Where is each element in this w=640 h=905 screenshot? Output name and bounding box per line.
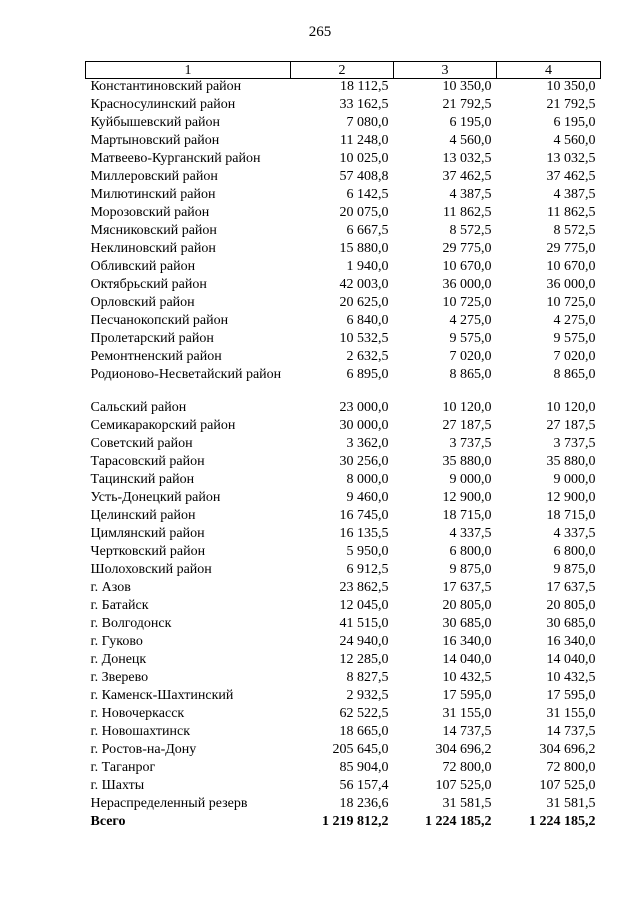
column-2-value: 42 003,0 [339,277,389,292]
column-4-value: 4 275,0 [553,313,596,328]
column-4-value: 16 340,0 [546,634,596,649]
row-name: Тацинский район [90,472,195,487]
column-4-value: 10 350,0 [546,79,596,94]
table-row [86,562,601,580]
row-name: Обливский район [90,259,196,274]
column-2-value: 23 000,0 [339,400,389,415]
header-row [86,62,601,79]
row-name: Куйбышевский район [90,115,221,130]
column-3-value: 21 792,5 [442,97,492,112]
row-name: Песчанокопский район [90,313,229,328]
column-4-value: 8 572,5 [553,223,596,238]
column-4-value: 304 696,2 [539,742,596,757]
column-4-value: 4 560,0 [553,133,596,148]
table-row [86,418,601,436]
column-3-value: 10 120,0 [442,400,492,415]
column-4-value: 14 737,5 [546,724,596,739]
table-row [86,508,601,526]
column-4-value: 11 862,5 [547,205,596,220]
total-column-3-value: 1 224 185,2 [425,814,492,829]
table-row [86,580,601,598]
row-name: г. Ростов-на-Дону [90,742,197,757]
column-3-value: 6 195,0 [449,115,492,130]
column-2-value: 18 665,0 [339,724,389,739]
row-name: г. Волгодонск [90,616,172,631]
column-3-value: 29 775,0 [442,241,492,256]
column-4-value: 37 462,5 [546,169,596,184]
column-3-value: 36 000,0 [442,277,492,292]
column-4-value: 14 040,0 [546,652,596,667]
row-name: Красносулинский район [90,97,236,112]
column-2-value: 24 940,0 [339,634,389,649]
column-2-value: 10 025,0 [339,151,389,166]
row-name: г. Азов [90,580,131,595]
column-header-4: 4 [497,62,601,79]
column-3-value: 9 875,0 [449,562,492,577]
column-4-value: 10 120,0 [546,400,596,415]
column-3-value: 35 880,0 [442,454,492,469]
column-4-value: 4 387,5 [553,187,596,202]
column-3-value: 14 040,0 [442,652,492,667]
column-2-value: 20 625,0 [339,295,389,310]
column-2-value: 23 862,5 [339,580,389,595]
column-4-value: 27 187,5 [546,418,596,433]
table-row [86,670,601,688]
column-2-value: 12 285,0 [339,652,389,667]
table-row [86,616,601,634]
column-2-value: 16 135,5 [339,526,389,541]
column-4-value: 17 595,0 [546,688,596,703]
table-row [86,277,601,295]
column-4-value: 10 725,0 [546,295,596,310]
column-3-value: 31 155,0 [442,706,492,721]
table-row [86,187,601,205]
column-3-value: 304 696,2 [435,742,492,757]
column-3-value: 20 805,0 [442,598,492,613]
row-name: Морозовский район [90,205,210,220]
row-name: Неклиновский район [90,241,216,256]
column-2-value: 11 248,0 [340,133,389,148]
row-name: г. Новочеркасск [90,706,185,721]
table-row [86,454,601,472]
column-3-value: 11 862,5 [443,205,492,220]
row-name: Орловский район [90,295,195,310]
column-4-value: 21 792,5 [546,97,596,112]
column-4-value: 9 875,0 [553,562,596,577]
row-name: Октябрьский район [90,277,207,292]
table-row [86,295,601,313]
column-3-value: 14 737,5 [442,724,492,739]
column-2-value: 15 880,0 [339,241,389,256]
table-row [86,742,601,760]
column-3-value: 12 900,0 [442,490,492,505]
column-2-value: 6 895,0 [346,367,389,382]
table-row [86,97,601,115]
column-2-value: 6 912,5 [346,562,389,577]
row-name: Советский район [90,436,193,451]
row-name: Милютинский район [90,187,216,202]
column-2-value: 3 362,0 [346,436,389,451]
column-3-value: 9 575,0 [449,331,492,346]
row-name: Чертковский район [90,544,206,559]
table-row [86,400,601,418]
table-row [86,544,601,562]
table-row [86,526,601,544]
total-column-2-value: 1 219 812,2 [322,814,389,829]
row-name: Мясниковский район [90,223,217,238]
column-3-value: 13 032,5 [442,151,492,166]
row-name: Пролетарский район [90,331,214,346]
column-3-value: 4 275,0 [449,313,492,328]
row-name: г. Каменск-Шахтинский [90,688,234,703]
row-name: Семикаракорский район [90,418,236,433]
column-4-value: 4 337,5 [553,526,596,541]
column-4-value: 20 805,0 [546,598,596,613]
column-3-value: 10 350,0 [442,79,492,94]
column-2-value: 6 142,5 [346,187,389,202]
row-name: Тарасовский район [90,454,205,469]
column-4-value: 36 000,0 [546,277,596,292]
column-4-value: 31 581,5 [546,796,596,811]
column-3-value: 3 737,5 [449,436,492,451]
table-row [86,778,601,796]
total-column-4-value: 1 224 185,2 [529,814,596,829]
table-row [86,205,601,223]
row-name: Ремонтненский район [90,349,222,364]
column-3-value: 16 340,0 [442,634,492,649]
column-4-value: 8 865,0 [553,367,596,382]
column-4-value: 6 800,0 [553,544,596,559]
column-3-value: 10 725,0 [442,295,492,310]
column-4-value: 13 032,5 [546,151,596,166]
table-row [86,349,601,367]
column-3-value: 8 865,0 [449,367,492,382]
column-2-value: 7 080,0 [346,115,389,130]
column-4-value: 72 800,0 [546,760,596,775]
table-row [86,688,601,706]
column-2-value: 205 645,0 [332,742,389,757]
column-3-value: 72 800,0 [442,760,492,775]
column-4-value: 3 737,5 [553,436,596,451]
table-row [86,331,601,349]
column-2-value: 41 515,0 [339,616,389,631]
column-4-value: 35 880,0 [546,454,596,469]
column-4-value: 18 715,0 [546,508,596,523]
column-2-value: 12 045,0 [339,598,389,613]
column-2-value: 18 112,5 [340,79,389,94]
column-4-value: 29 775,0 [546,241,596,256]
row-name: г. Шахты [90,778,145,793]
column-3-value: 4 387,5 [449,187,492,202]
column-3-value: 4 560,0 [449,133,492,148]
table-row [86,436,601,454]
column-3-value: 10 432,5 [442,670,492,685]
row-name: Матвеево-Курганский район [90,151,261,166]
column-2-value: 62 522,5 [339,706,389,721]
column-4-value: 107 525,0 [539,778,596,793]
column-2-value: 1 940,0 [346,259,389,274]
column-2-value: 20 075,0 [339,205,389,220]
column-3-value: 10 670,0 [442,259,492,274]
row-name: Родионово-Несветайский район [90,367,282,382]
table-row [86,115,601,133]
column-3-value: 8 572,5 [449,223,492,238]
column-3-value: 6 800,0 [449,544,492,559]
column-3-value: 31 581,5 [442,796,492,811]
table-row [86,724,601,742]
table-row [86,472,601,490]
row-name: Мартыновский район [90,133,220,148]
column-4-value: 10 670,0 [546,259,596,274]
column-2-value: 85 904,0 [339,760,389,775]
column-4-value: 9 575,0 [553,331,596,346]
table-row [86,706,601,724]
table-row [86,796,601,814]
table-row [86,169,601,187]
row-name: Миллеровский район [90,169,218,184]
row-name: г. Новошахтинск [90,724,191,739]
column-4-value: 31 155,0 [546,706,596,721]
column-4-value: 30 685,0 [546,616,596,631]
table-header [86,62,601,79]
column-2-value: 18 236,6 [339,796,389,811]
row-name: г. Донецк [90,652,147,667]
column-2-value: 16 745,0 [339,508,389,523]
page-number: 265 [308,24,332,40]
column-3-value: 9 000,0 [449,472,492,487]
column-3-value: 7 020,0 [449,349,492,364]
table-row [86,490,601,508]
total-row-name: Всего [90,814,126,829]
column-3-value: 30 685,0 [442,616,492,631]
row-name: Цимлянский район [90,526,205,541]
column-2-value: 10 532,5 [339,331,389,346]
column-2-value: 30 256,0 [339,454,389,469]
table-body [86,79,601,833]
table-row [86,313,601,331]
row-name: Усть-Донецкий район [90,490,221,505]
table-row [86,241,601,259]
table-row [86,760,601,778]
column-header-1: 1 [86,62,291,79]
table-row [86,79,601,98]
row-name: Константиновский район [90,79,242,94]
row-name: г. Таганрог [90,760,156,775]
column-2-value: 2 932,5 [346,688,389,703]
row-name: г. Зверево [90,670,149,685]
column-2-value: 8 827,5 [346,670,389,685]
total-row [86,814,601,832]
column-2-value: 5 950,0 [346,544,389,559]
column-4-value: 6 195,0 [553,115,596,130]
column-2-value: 33 162,5 [339,97,389,112]
table-row [86,223,601,241]
row-name: Сальский район [90,400,187,415]
row-name: г. Батайск [90,598,149,613]
table-row [86,652,601,670]
column-2-value: 6 840,0 [346,313,389,328]
budget-table [85,61,601,832]
table-row [86,259,601,277]
column-2-value: 30 000,0 [339,418,389,433]
column-header-2: 2 [291,62,394,79]
column-2-value: 56 157,4 [339,778,389,793]
table-row [86,151,601,169]
column-4-value: 12 900,0 [546,490,596,505]
column-3-value: 4 337,5 [449,526,492,541]
column-4-value: 17 637,5 [546,580,596,595]
row-name: Шолоховский район [90,562,212,577]
column-2-value: 6 667,5 [346,223,389,238]
column-2-value: 9 460,0 [346,490,389,505]
column-2-value: 2 632,5 [346,349,389,364]
table-row [86,598,601,616]
table-row [86,634,601,652]
column-3-value: 17 637,5 [442,580,492,595]
column-4-value: 7 020,0 [553,349,596,364]
column-2-value: 57 408,8 [339,169,389,184]
column-3-value: 37 462,5 [442,169,492,184]
column-2-value: 8 000,0 [346,472,389,487]
table-row [86,367,601,400]
column-4-value: 9 000,0 [553,472,596,487]
column-3-value: 17 595,0 [442,688,492,703]
row-name: Нераспределенный резерв [90,796,248,811]
column-3-value: 107 525,0 [435,778,492,793]
column-4-value: 10 432,5 [546,670,596,685]
table-row [86,133,601,151]
column-header-3: 3 [394,62,497,79]
row-name: г. Гуково [90,634,143,649]
column-3-value: 18 715,0 [442,508,492,523]
row-name: Целинский район [90,508,196,523]
column-3-value: 27 187,5 [442,418,492,433]
